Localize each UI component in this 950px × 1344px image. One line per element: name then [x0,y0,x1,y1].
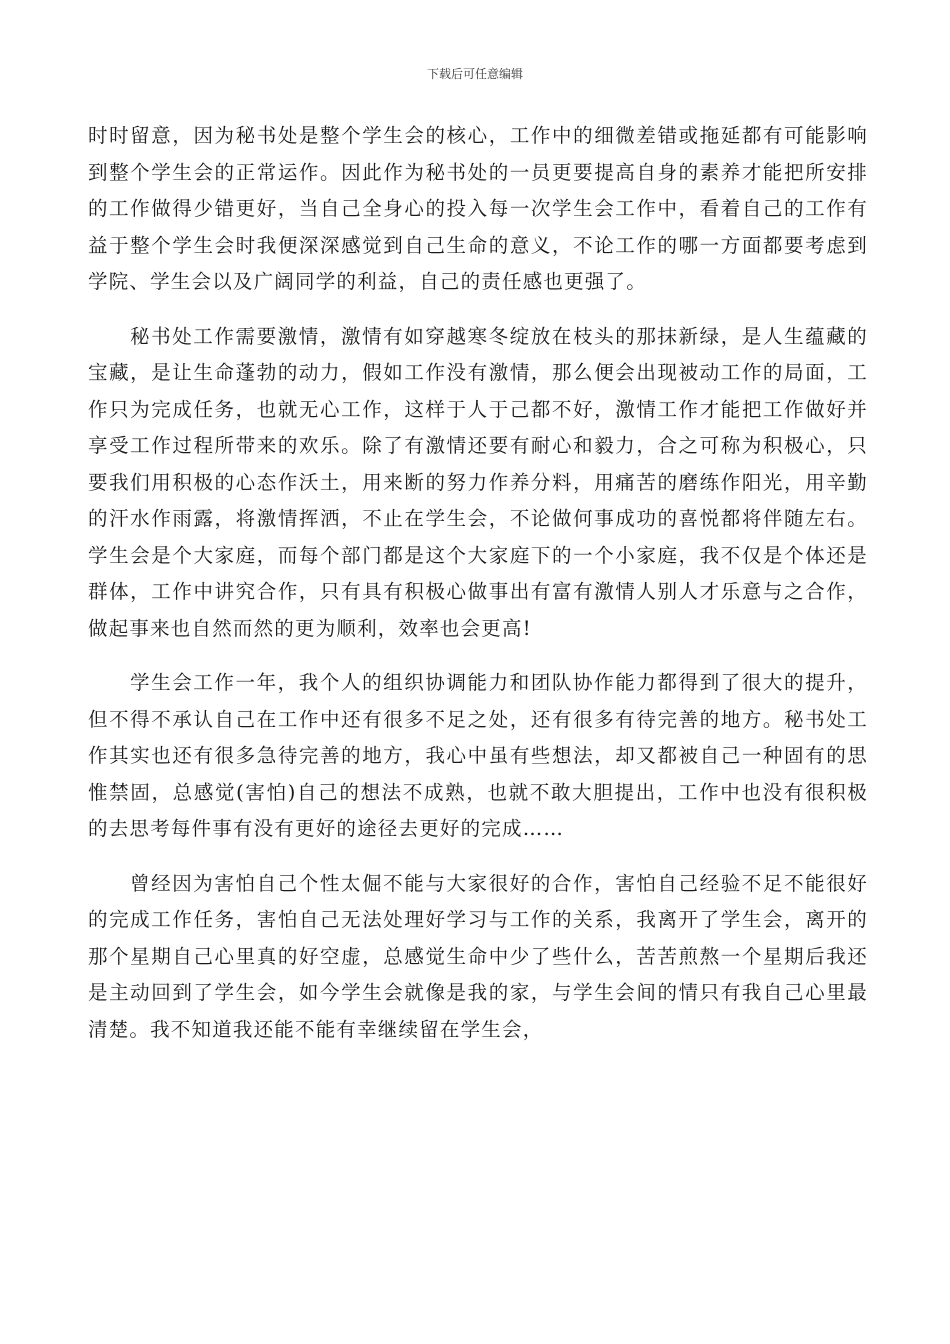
paragraph-4: 曾经因为害怕自己个性太倔不能与大家很好的合作，害怕自己经验不足不能很好的完成工作任务，害怕自己无法处理好学习与工作的关系，我离开了学生会，离开的那个星期自己心里真的好空虚，总感觉生命中少了些什么，苦苦煎熬一个星期后我还是主动回到了学生会，如今学生会就像是我的家，与学生会间的情只有我自己心里最清楚。我不知道我还能不能有幸继续留在学生会， [88,871,868,1041]
page-header: 下载后可任意编辑 [426,67,523,81]
paragraph-1: 时时留意，因为秘书处是整个学生会的核心，工作中的细微差错或拖延都有可能影响到整个学生会的正常运作。因此作为秘书处的一员更要提高自身的素养才能把所安排的工作做得少错更好，当自己全身心的投入每一次学生会工作中，看着自己的工作有益于整个学生会时我便深深感觉到自己生命的意义，不论工作的哪一方面都要考虑到学院、学生会以及广阔同学的利益，自己的责任感也更强了。 [88,124,868,293]
document-body [88,118,868,1066]
paragraph-2: 秘书处工作需要激情，激情有如穿越寒冬绽放在枝头的那抹新绿，是人生蕴藏的宝藏，是让生命蓬勃的动力，假如工作没有激情，那么便会出现被动工作的局面，工作只为完成任务，也就无心工作，这样于人于己都不好，激情工作才能把工作做好并享受工作过程所带来的欢乐。除了有激情还要有耐心和毅力，合之可称为积极心，只要我们用积极的心态作沃土，用来断的努力作养分料，用痛苦的磨练作阳光，用辛勤的汗水作雨露，将激情挥洒，不止在学生会，不论做何事成功的喜悦都将伴随左右。学生会是个大家庭，而每个部门都是这个大家庭下的一个小家庭，我不仅是个体还是群体，工作中讲究合作，只有具有积极心做事出有富有激情人别人才乐意与之合作，做起事来也自然而然的更为顺利，效率也会更高! [88,324,868,640]
paragraph-3: 学生会工作一年，我个人的组织协调能力和团队协作能力都得到了很大的提升，但不得不承认自己在工作中还有很多不足之处，还有很多有待完善的地方。秘书处工作其实也还有很多急待完善的地方，我心中虽有些想法，却又都被自己一种固有的思惟禁固，总感觉(害怕)自己的想法不成熟，也就不敢大胆提出，工作中也没有很积极的去思考每件事有没有更好的途径去更好的完成…… [88,671,868,840]
